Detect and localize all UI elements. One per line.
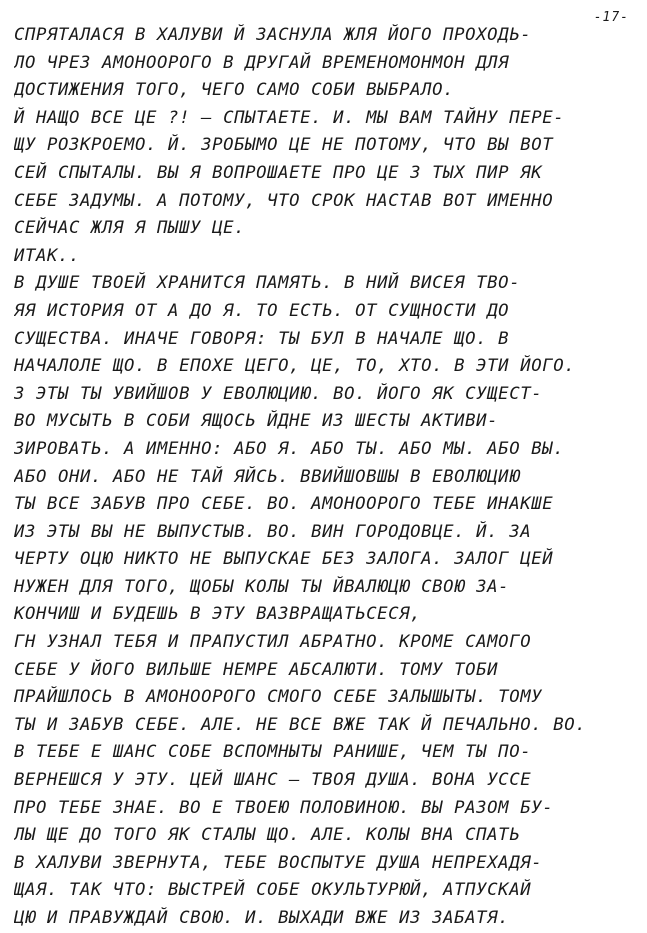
text-line-15: ВО МУСЫТЬ В СОБИ ЯЩОСЬ ЙДНЕ ИЗ ШЕСТЫ АКТИВИ- <box>14 411 499 432</box>
text-line-23: ГН УЗНАЛ ТЕБЯ И ПРАПУСТИЛ АБРАТНО. КРОМЕ САМОГО <box>14 632 532 653</box>
page-number: -17- <box>593 10 629 25</box>
text-line-4: Й НАЩО ВСЕ ЦЕ ?! – СПЫТАЕТЕ. И. МЫ ВАМ ТАЙНУ ПЕРЕ- <box>14 107 565 128</box>
text-line-17: АБО ОНИ. АБО НЕ ТАЙ ЯЙСЬ. ВВИЙШОВШЫ В ЕВОЛЮЦИЮ <box>14 466 521 487</box>
text-line-26: ТЫ И ЗАБУВ СЕБЕ. АЛЕ. НЕ ВСЕ ВЖЕ ТАК Й ПЕЧАЛЬНО. ВО. <box>14 714 587 735</box>
text-line-21: НУЖЕН ДЛЯ ТОГО, ЩОБЫ КОЛЫ ТЫ ЙВАЛЮЦЮ СВОЮ ЗА- <box>14 576 510 597</box>
text-line-6: СЕЙ СПЫТАЛЫ. ВЫ Я ВОПРОШАЕТЕ ПРО ЦЕ З ТЫХ ПИР ЯК <box>14 162 543 183</box>
text-line-8: СЕЙЧАС ЖЛЯ Я ПЫШУ ЦЕ. <box>14 218 246 239</box>
text-line-29: ПРО ТЕБЕ ЗНАЕ. ВО Е ТВОЕЮ ПОЛОВИНОЮ. ВЫ РАЗОМ БУ- <box>14 797 554 818</box>
text-line-5: ЩУ РОЗКРОЕМО. Й. ЗРОБЫМО ЦЕ НЕ ПОТОМУ, ЧТО ВЫ ВОТ <box>14 135 554 156</box>
text-line-11: ЯЯ ИСТОРИЯ ОТ А ДО Я. ТО ЕСТЬ. ОТ СУЩНОСТИ ДО <box>14 300 510 321</box>
text-line-3: ДОСТИЖЕНИЯ ТОГО, ЧЕГО САМО СОБИ ВЫБРАЛО. <box>14 80 455 101</box>
text-line-14: З ЭТЫ ТЫ УВИЙШОВ У ЕВОЛЮЦИЮ. ВО. ЙОГО ЯК СУЩЕСТ- <box>14 383 543 404</box>
text-line-20: ЧЕРТУ ОЦЮ НИКТО НЕ ВЫПУСКАЕ БЕЗ ЗАЛОГА. ЗАЛОГ ЦЕЙ <box>14 549 554 570</box>
text-line-18: ТЫ ВСЕ ЗАБУВ ПРО СЕБЕ. ВО. АМОНООРОГО ТЕБЕ ИНАКШЕ <box>14 494 554 515</box>
text-line-12: СУЩЕСТВА. ИНАЧЕ ГОВОРЯ: ТЫ БУЛ В НАЧАЛЕ ЩО. В <box>14 328 510 349</box>
text-line-31: В ХАЛУВИ ЗВЕРНУТА, ТЕБЕ ВОСПЫТУЕ ДУША НЕПРЕХАДЯ- <box>14 852 543 873</box>
text-line-28: ВЕРНЕШСЯ У ЭТУ. ЦЕЙ ШАНС – ТВОЯ ДУША. ВОНА УССЕ <box>14 770 532 791</box>
text-line-1: СПРЯТАЛАСЯ В ХАЛУВИ Й ЗАСНУЛА ЖЛЯ ЙОГО ПРОХОДЬ- <box>14 25 532 45</box>
text-line-30: ЛЫ ЩЕ ДО ТОГО ЯК СТАЛЫ ЩО. АЛЕ. КОЛЫ ВНА СПАТЬ <box>14 825 521 846</box>
text-line-22: КОНЧИШ И БУДЕШЬ В ЭТУ ВАЗВРАЩАТЬСЕСЯ, <box>14 604 422 625</box>
text-line-9: ИТАК.. <box>14 245 81 266</box>
text-line-10: В ДУШЕ ТВОЕЙ ХРАНИТСЯ ПАМЯТЬ. В НИЙ ВИСЕЯ ТВО- <box>14 273 521 294</box>
text-line-2: ЛО ЧРЕЗ АМОНООРОГО В ДРУГАЙ ВРЕМЕНОМОНМОН ДЛЯ <box>14 52 510 73</box>
text-line-27: В ТЕБЕ Е ШАНС СОБЕ ВСПОМНЫТЫ РАНИШЕ, ЧЕМ ТЫ ПО- <box>14 742 532 763</box>
text-line-7: СЕБЕ ЗАДУМЫ. А ПОТОМУ, ЧТО СРОК НАСТАВ ВОТ ИМЕННО <box>14 190 554 211</box>
text-line-33: ЦЮ И ПРАВУЖДАЙ СВОЮ. И. ВЫХАДИ ВЖЕ ИЗ ЗАБАТЯ. <box>14 908 510 928</box>
handwritten-text-block <box>14 22 614 933</box>
text-line-19: ИЗ ЭТЫ ВЫ НЕ ВЫПУСТЫВ. ВО. ВИН ГОРОДОВЦЕ. Й. ЗА <box>14 521 532 542</box>
text-line-32: ЩАЯ. ТАК ЧТО: ВЫСТРЕЙ СОБЕ ОКУЛЬТУРЮЙ, АТПУСКАЙ <box>14 880 532 901</box>
text-line-25: ПРАЙШЛОСЬ В АМОНООРОГО СМОГО СЕБЕ ЗАЛЫШЫТЫ. ТОМУ <box>14 687 543 708</box>
text-line-16: ЗИРОВАТЬ. А ИМЕННО: АБО Я. АБО ТЫ. АБО МЫ. АБО ВЫ. <box>14 438 565 459</box>
text-line-24: СЕБЕ У ЙОГО ВИЛЬШЕ НЕМРЕ АБСАЛЮТИ. ТОМУ ТОБИ <box>14 659 499 680</box>
text-line-13: НАЧАЛОЛЕ ЩО. В ЕПОХЕ ЦЕГО, ЦЕ, ТО, ХТО. В ЭТИ ЙОГО. <box>14 356 576 377</box>
